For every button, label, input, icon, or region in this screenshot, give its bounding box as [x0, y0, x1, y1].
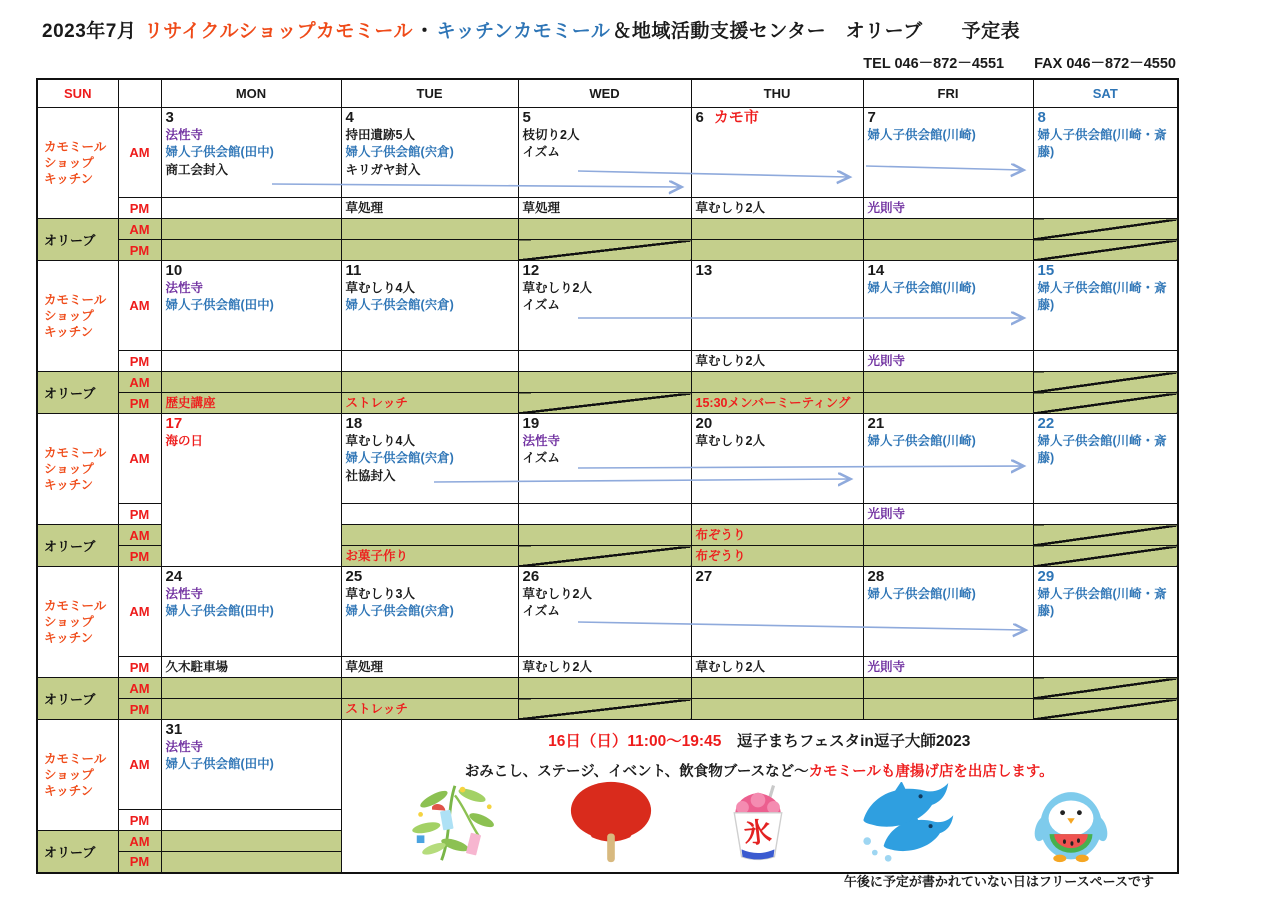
dolphins-icon	[859, 782, 965, 869]
cell-am-3	[161, 108, 341, 198]
date-number: 21	[867, 415, 885, 432]
cell-pm-5	[518, 198, 691, 219]
event-text: 婦人子供会館(宍倉)	[345, 298, 454, 313]
cell-am-20	[691, 414, 863, 504]
row-label-chamomile-line: ショップ	[44, 767, 94, 782]
cell-olive-pm-19	[518, 546, 691, 567]
cell-am-18	[341, 414, 518, 504]
cell-olive-pm-22	[1033, 546, 1178, 567]
date-number: 5	[522, 109, 531, 126]
date-number: 26	[522, 568, 540, 585]
shaved-ice-icon	[721, 780, 795, 869]
event-text: 婦人子供会館(宍倉)	[345, 604, 454, 619]
event-text: イズム	[522, 145, 560, 160]
festival-datetime: 16日（日）11:00～19:45	[548, 733, 722, 750]
event-text: イズム	[522, 298, 560, 313]
event-text: 草処理	[522, 201, 561, 215]
event-text: 婦人子供会館(田中)	[165, 298, 274, 313]
event-text: 法性寺	[165, 587, 204, 601]
date-line	[696, 568, 859, 586]
week2-r-opm	[37, 393, 1178, 414]
event-text: お菓子作り	[345, 549, 409, 563]
event-text: 婦人子供会館(川崎・斎藤)	[1037, 434, 1167, 466]
festival-detail-line	[346, 760, 1174, 781]
date-line	[1038, 568, 1174, 586]
date-line	[166, 262, 337, 280]
row-label-chamomile-line: キッチン	[44, 631, 94, 646]
event-text: 婦人子供会館(田中)	[165, 604, 274, 619]
am-label: AM	[118, 720, 161, 810]
festival-announcement	[346, 729, 1174, 849]
cell-olive-am-22	[1033, 525, 1178, 546]
row-label-chamomile-line: カモミール	[44, 598, 107, 613]
event-text: 草むしり4人	[345, 281, 415, 295]
cell-am-10	[161, 261, 341, 351]
row-label-chamomile-line: カモミール	[44, 292, 107, 307]
row-label-olive: オリーブ	[37, 525, 118, 567]
row-label-chamomile-line: カモミール	[44, 139, 107, 154]
announcement-cell	[341, 720, 1178, 873]
cell-olive-pm-5	[518, 240, 691, 261]
date-line	[868, 568, 1029, 586]
week4-r-am	[37, 567, 1178, 657]
pm-label: PM	[118, 810, 161, 831]
row-label-chamomile-line: キッチン	[44, 325, 94, 340]
date-line	[166, 568, 337, 586]
cell-pm-21	[863, 504, 1033, 525]
event-text: 法性寺	[165, 281, 204, 295]
tanabata-bamboo-icon	[405, 782, 501, 869]
event-text: ストレッチ	[345, 702, 408, 716]
week3-r-am	[37, 414, 1178, 504]
olive-am-label: AM	[118, 831, 161, 852]
cell-olive-pm-6	[691, 240, 863, 261]
event-text: 光則寺	[867, 354, 906, 368]
page-title	[42, 16, 1022, 43]
row-label-chamomile-line: ショップ	[44, 308, 94, 323]
event-text: 草処理	[345, 660, 384, 674]
day-header-TUE: TUE	[341, 79, 518, 108]
cell-am-7	[863, 108, 1033, 198]
date-number: 3	[165, 109, 174, 126]
event-text: 光則寺	[867, 660, 906, 674]
event-text: イズム	[522, 604, 560, 619]
event-text: 草むしり2人	[695, 201, 765, 215]
date-number: 25	[345, 568, 363, 585]
date-number: 6	[695, 109, 704, 126]
cell-olive-am-25	[341, 678, 518, 699]
date-line	[523, 568, 687, 586]
cell-am-5	[518, 108, 691, 198]
contact-info	[837, 52, 1176, 73]
date-line	[166, 721, 337, 739]
week1-r-opm	[37, 240, 1178, 261]
date-number: 8	[1037, 109, 1046, 126]
date-line	[696, 262, 859, 280]
olive-pm-label: PM	[118, 699, 161, 720]
cell-olive-am-6	[691, 219, 863, 240]
cell-am-26	[518, 567, 691, 657]
date-number: 29	[1037, 568, 1055, 585]
cell-olive-am-19	[518, 525, 691, 546]
cell-olive-am-11	[341, 372, 518, 393]
olive-am-label: AM	[118, 678, 161, 699]
olive-pm-label: PM	[118, 546, 161, 567]
event-text: 草むしり4人	[345, 434, 415, 448]
title-month: 2023年7月	[42, 21, 137, 42]
cell-pm-10	[161, 351, 341, 372]
cell-olive-am-24	[161, 678, 341, 699]
cell-olive-am-29	[1033, 678, 1178, 699]
row-label-chamomile-line: ショップ	[44, 614, 94, 629]
event-text: 法性寺	[522, 434, 561, 448]
cell-pm-20	[691, 504, 863, 525]
day-header-FRI: FRI	[863, 79, 1033, 108]
day-header-WED: WED	[518, 79, 691, 108]
cell-olive-pm-20	[691, 546, 863, 567]
cell-olive-pm-31	[161, 852, 341, 873]
date-number: 7	[867, 109, 876, 126]
cell-olive-am-7	[863, 219, 1033, 240]
event-text: 草むしり3人	[345, 587, 415, 601]
week2-r-am	[37, 261, 1178, 351]
am-label: AM	[118, 567, 161, 657]
cell-olive-am-8	[1033, 219, 1178, 240]
row-label-chamomile-line: ショップ	[44, 155, 94, 170]
cell-olive-pm-4	[341, 240, 518, 261]
event-text: 光則寺	[867, 507, 906, 521]
olive-pm-label: PM	[118, 852, 161, 873]
event-text: 草むしり2人	[522, 587, 592, 601]
olive-pm-label: PM	[118, 240, 161, 261]
date-line	[1038, 415, 1174, 433]
cell-olive-pm-27	[691, 699, 863, 720]
row-label-chamomile-line: ショップ	[44, 461, 94, 476]
row-label-olive: オリーブ	[37, 372, 118, 414]
festival-illustrations	[342, 780, 1178, 869]
row-label-olive: オリーブ	[37, 678, 118, 720]
week1-r-pm	[37, 198, 1178, 219]
event-text: 15:30メンバーミーティング	[695, 396, 851, 410]
cell-olive-pm-28	[863, 699, 1033, 720]
festival-datetime-line	[346, 729, 1174, 751]
date-line	[1038, 109, 1174, 127]
event-text: 布ぞうり	[695, 549, 746, 563]
cell-olive-am-20	[691, 525, 863, 546]
week1-r-am	[37, 108, 1178, 198]
row-label-chamomile	[37, 261, 118, 372]
row-label-chamomile-line: カモミール	[44, 445, 107, 460]
row-label-chamomile-line: キッチン	[44, 784, 94, 799]
row-label-chamomile	[37, 567, 118, 678]
cell-olive-pm-8	[1033, 240, 1178, 261]
footer-note: 午後に予定が書かれていない日はフリースペースです	[843, 874, 1154, 889]
week2-r-oam	[37, 372, 1178, 393]
cell-am-19	[518, 414, 691, 504]
event-text: 草処理	[345, 201, 384, 215]
day-header-SUN: SUN	[37, 79, 118, 108]
event-text: 海の日	[165, 434, 204, 448]
row-label-chamomile-line: カモミール	[44, 751, 107, 766]
event-text: 草むしり2人	[695, 660, 765, 674]
week1-r-oam	[37, 219, 1178, 240]
cell-pm-26	[518, 657, 691, 678]
event-text: 婦人子供会館(宍倉)	[345, 451, 454, 466]
cell-olive-pm-18	[341, 546, 518, 567]
event-text: 光則寺	[867, 201, 906, 215]
cell-am-4	[341, 108, 518, 198]
date-note: カモ市	[713, 109, 759, 126]
cell-am-22	[1033, 414, 1178, 504]
cell-pm-8	[1033, 198, 1178, 219]
cell-olive-pm-14	[863, 393, 1033, 414]
cell-olive-am-27	[691, 678, 863, 699]
weekday-header-row	[37, 79, 1178, 108]
date-line	[166, 109, 337, 127]
cell-olive-am-26	[518, 678, 691, 699]
festival-shop-note: カモミールも唐揚げ店を出店します。	[808, 764, 1054, 780]
cell-olive-pm-7	[863, 240, 1033, 261]
date-line	[868, 262, 1029, 280]
title-dot: ・	[415, 21, 435, 42]
date-line	[523, 415, 687, 433]
week5-r-am	[37, 720, 1178, 810]
date-number: 11	[345, 262, 362, 279]
event-text: 婦人子供会館(田中)	[165, 145, 274, 160]
olive-am-label: AM	[118, 525, 161, 546]
cell-pm-24	[161, 657, 341, 678]
event-text: イズム	[522, 451, 560, 466]
date-line	[523, 109, 687, 127]
cell-am-27	[691, 567, 863, 657]
cell-pm-3	[161, 198, 341, 219]
date-line	[696, 415, 859, 433]
cell-olive-pm-11	[341, 393, 518, 414]
event-text: 婦人子供会館(川崎・斎藤)	[1037, 281, 1167, 313]
date-line	[868, 415, 1029, 433]
cell-am-24	[161, 567, 341, 657]
cell-olive-pm-3	[161, 240, 341, 261]
cell-am-15	[1033, 261, 1178, 351]
date-line	[346, 568, 514, 586]
row-label-chamomile	[37, 414, 118, 525]
title-kitchen-name: キッチンカモミール	[436, 21, 611, 42]
cell-olive-pm-29	[1033, 699, 1178, 720]
week2-r-pm	[37, 351, 1178, 372]
day-header-MON: MON	[161, 79, 341, 108]
cell-olive-am-28	[863, 678, 1033, 699]
cell-pm-11	[341, 351, 518, 372]
olive-pm-label: PM	[118, 393, 161, 414]
date-line	[523, 262, 687, 280]
event-text: 持田遺跡5人	[345, 128, 415, 142]
cell-am-8	[1033, 108, 1178, 198]
cell-olive-am-3	[161, 219, 341, 240]
week4-r-opm	[37, 699, 1178, 720]
cell-am-28	[863, 567, 1033, 657]
uchiwa-fan-icon	[565, 780, 657, 869]
event-text: 婦人子供会館(川崎・斎藤)	[1037, 587, 1167, 619]
event-text: 法性寺	[165, 128, 204, 142]
date-number: 19	[522, 415, 540, 432]
title-rest: ＆地域活動支援センター オリーブ 予定表	[612, 21, 1021, 42]
cell-olive-am-12	[518, 372, 691, 393]
day-header-spacer	[118, 79, 161, 108]
cell-pm-14	[863, 351, 1033, 372]
cell-am-17	[161, 414, 341, 567]
week4-r-pm	[37, 657, 1178, 678]
event-text: 婦人子供会館(川崎)	[867, 281, 976, 295]
date-number: 24	[165, 568, 183, 585]
tel-number: TEL 046－872－4551	[863, 56, 1005, 72]
event-text: 社協封入	[345, 468, 396, 483]
title-shop-name: リサイクルショップカモミール	[144, 21, 414, 42]
row-label-olive: オリーブ	[37, 219, 118, 261]
cell-olive-am-15	[1033, 372, 1178, 393]
cell-am-25	[341, 567, 518, 657]
cell-olive-pm-15	[1033, 393, 1178, 414]
date-line	[696, 109, 859, 127]
date-line	[346, 109, 514, 127]
event-text: 草むしり2人	[522, 660, 592, 674]
pm-label: PM	[118, 351, 161, 372]
cell-pm-4	[341, 198, 518, 219]
day-header-THU: THU	[691, 79, 863, 108]
cell-olive-pm-10	[161, 393, 341, 414]
day-header-SAT: SAT	[1033, 79, 1178, 108]
event-text: 久木駐車場	[165, 660, 229, 674]
date-number: 14	[867, 262, 885, 279]
am-label: AM	[118, 261, 161, 351]
cell-olive-am-13	[691, 372, 863, 393]
cell-am-21	[863, 414, 1033, 504]
date-line	[166, 415, 337, 433]
event-text: 婦人子供会館(川崎)	[867, 587, 976, 601]
date-line	[1038, 262, 1174, 280]
event-text: 草むしり2人	[522, 281, 592, 295]
cell-am-29	[1033, 567, 1178, 657]
date-line	[868, 109, 1029, 127]
event-text: キリガヤ封入	[345, 162, 421, 177]
cell-pm-13	[691, 351, 863, 372]
pm-label: PM	[118, 657, 161, 678]
cell-olive-am-21	[863, 525, 1033, 546]
cell-am-11	[341, 261, 518, 351]
event-text: 枝切り2人	[522, 128, 580, 142]
date-line	[346, 262, 514, 280]
cell-pm-6	[691, 198, 863, 219]
olive-am-label: AM	[118, 372, 161, 393]
cell-pm-31	[161, 810, 341, 831]
pm-label: PM	[118, 504, 161, 525]
schedule-table	[36, 78, 1179, 874]
event-text: 婦人子供会館(田中)	[165, 757, 274, 772]
am-label: AM	[118, 108, 161, 198]
date-number: 4	[345, 109, 354, 126]
row-label-chamomile	[37, 108, 118, 219]
event-text: ストレッチ	[345, 396, 408, 410]
event-text: 婦人子供会館(川崎・斎藤)	[1037, 128, 1167, 160]
olive-am-label: AM	[118, 219, 161, 240]
event-text: 歴史講座	[165, 396, 216, 410]
date-number: 31	[165, 721, 183, 738]
event-text: 法性寺	[165, 740, 204, 754]
date-number: 15	[1037, 262, 1055, 279]
cell-olive-pm-21	[863, 546, 1033, 567]
date-number: 27	[695, 568, 713, 585]
cell-olive-am-4	[341, 219, 518, 240]
cell-pm-28	[863, 657, 1033, 678]
cell-am-14	[863, 261, 1033, 351]
cell-pm-15	[1033, 351, 1178, 372]
cell-pm-19	[518, 504, 691, 525]
cell-pm-18	[341, 504, 518, 525]
event-text: 婦人子供会館(川崎)	[867, 434, 976, 448]
event-text: 草むしり2人	[695, 354, 765, 368]
fax-number: FAX 046－872－4550	[1034, 56, 1176, 72]
cell-pm-27	[691, 657, 863, 678]
cell-pm-22	[1033, 504, 1178, 525]
cell-olive-pm-13	[691, 393, 863, 414]
event-text: 草むしり2人	[695, 434, 765, 448]
event-text: 商工会封入	[165, 162, 229, 177]
festival-title: 逗子まちフェスタin逗子大師2023	[721, 733, 971, 750]
am-label: AM	[118, 414, 161, 504]
cell-am-12	[518, 261, 691, 351]
date-number: 12	[522, 262, 540, 279]
cell-am-6	[691, 108, 863, 198]
cell-am-13	[691, 261, 863, 351]
cell-pm-25	[341, 657, 518, 678]
cell-pm-7	[863, 198, 1033, 219]
date-number: 28	[867, 568, 885, 585]
event-text: 布ぞうり	[695, 528, 746, 542]
row-label-chamomile-line: キッチン	[44, 478, 94, 493]
cell-pm-29	[1033, 657, 1178, 678]
svg-text:氷: 氷	[742, 815, 774, 849]
date-number: 10	[165, 262, 183, 279]
pm-label: PM	[118, 198, 161, 219]
row-label-chamomile	[37, 720, 118, 831]
penguin-watermelon-icon	[1029, 780, 1113, 869]
cell-olive-am-10	[161, 372, 341, 393]
row-label-olive: オリーブ	[37, 831, 118, 873]
cell-olive-am-31	[161, 831, 341, 852]
event-text: 婦人子供会館(川崎)	[867, 128, 976, 142]
date-number: 22	[1037, 415, 1055, 432]
cell-olive-pm-26	[518, 699, 691, 720]
cell-olive-am-14	[863, 372, 1033, 393]
cell-olive-am-5	[518, 219, 691, 240]
date-number: 17	[165, 415, 183, 432]
date-number: 13	[695, 262, 713, 279]
row-label-chamomile-line: キッチン	[44, 172, 94, 187]
cell-olive-pm-12	[518, 393, 691, 414]
cell-olive-am-18	[341, 525, 518, 546]
cell-am-31	[161, 720, 341, 810]
cell-olive-pm-24	[161, 699, 341, 720]
festival-detail: おみこし、ステージ、イベント、飲食物ブースなど～	[464, 764, 809, 780]
cell-pm-12	[518, 351, 691, 372]
event-text: 婦人子供会館(宍倉)	[345, 145, 454, 160]
date-number: 20	[695, 415, 713, 432]
date-number: 18	[345, 415, 363, 432]
cell-olive-pm-25	[341, 699, 518, 720]
date-line	[346, 415, 514, 433]
week4-r-oam	[37, 678, 1178, 699]
